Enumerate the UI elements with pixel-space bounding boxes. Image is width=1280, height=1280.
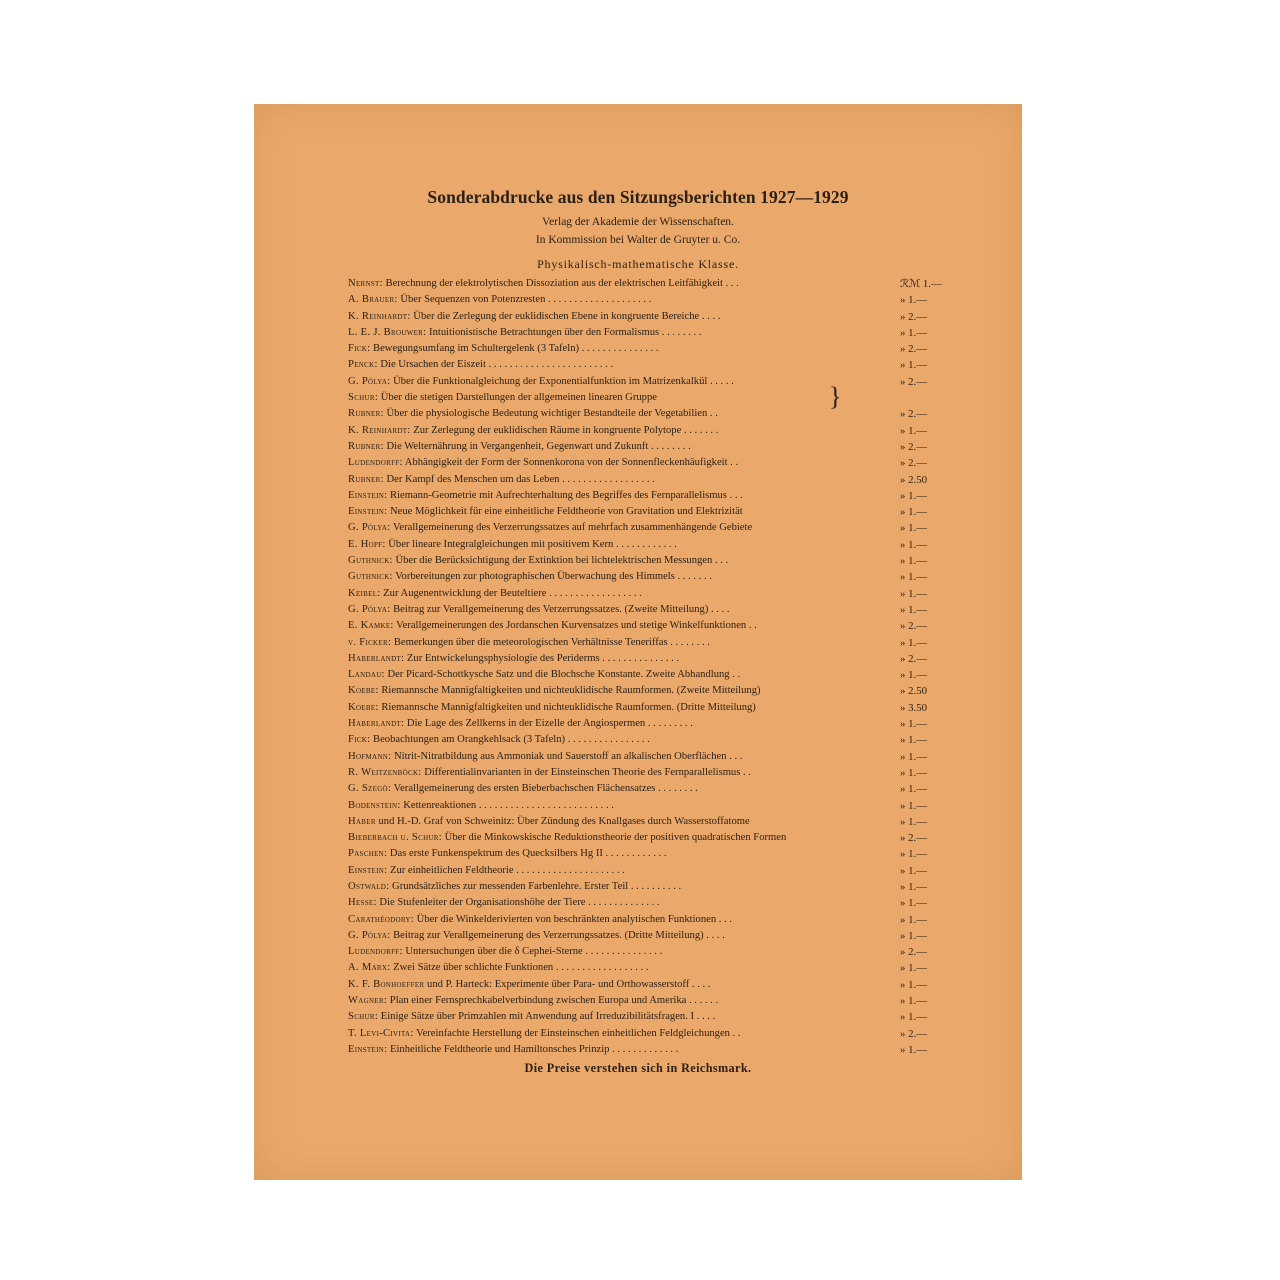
- entry-title: Die Stufenleiter der Organisationshöhe der Tiere . . . . . . . . . . . . . .: [376, 897, 660, 909]
- entry-author: Bodenstein:: [348, 799, 401, 811]
- entry-text: [348, 309, 720, 325]
- entry-title: Über die Winkelderivierten von beschränkten analytischen Funktionen . . .: [414, 913, 733, 925]
- entry-text: [348, 700, 756, 716]
- list-item: [348, 406, 958, 422]
- list-item: [348, 390, 958, 406]
- entry-price: » 2.50: [900, 473, 927, 486]
- entry-author: Landau:: [348, 669, 385, 681]
- entry-title: und P. Harteck: Experimente über Para- und Orthowasserstoff . . . .: [424, 978, 711, 990]
- entry-text: [348, 749, 742, 765]
- entry-title: Berechnung der elektrolytischen Dissoziation aus der elektrischen Leitfähigkeit . . .: [382, 278, 739, 289]
- entry-price: » 1.—: [900, 538, 927, 551]
- entry-author: G. Pólya:: [348, 603, 391, 615]
- list-item: [348, 553, 958, 569]
- entry-text: [348, 618, 757, 634]
- entry-title: Grundsätzliches zur messenden Farbenlehre. Erster Teil . . . . . . . . . .: [389, 880, 682, 892]
- entry-text: [348, 830, 786, 846]
- entry-text: [348, 863, 625, 879]
- entry-text: [348, 635, 710, 651]
- entry-price: » 1.—: [900, 571, 927, 584]
- entry-price: » 2.—: [900, 375, 927, 388]
- list-item: [348, 700, 958, 716]
- entry-price: » 1.—: [900, 555, 927, 568]
- list-item: [348, 357, 958, 373]
- entry-title: Der Kampf des Menschen um das Leben . . . . . . . . . . . . . . . . . .: [383, 473, 655, 485]
- list-item: [348, 618, 958, 634]
- entry-title: Verallgemeinerung des Verzerrungssatzes auf mehrfach zusammenhängende Gebiete: [390, 522, 753, 534]
- entry-title: Die Ursachen der Eiszeit . . . . . . . . . . . . . . . . . . . . . . . .: [377, 359, 614, 371]
- entry-text: [348, 374, 734, 390]
- list-item: [348, 928, 958, 944]
- entry-title: Riemannsche Mannigfaltigkeiten und nichteuklidische Raumformen. (Zweite Mitteilung): [378, 685, 761, 697]
- entry-title: Über die physiologische Bedeutung wichtiger Bestandteile der Vegetabilien . .: [383, 408, 718, 420]
- entry-author: Haberlandt:: [348, 652, 405, 664]
- list-item: [348, 732, 958, 748]
- entry-price: » 1.—: [900, 294, 927, 307]
- entry-title: Differentialinvarianten in der Einsteinschen Theorie des Fernparallelismus . .: [421, 766, 751, 778]
- entry-text: [348, 814, 750, 830]
- entry-title: Zwei Sätze über schlichte Funktionen . . . . . . . . . . . . . . . . . .: [390, 962, 649, 974]
- entry-author: K. Reinhardt:: [348, 424, 411, 436]
- entry-author: A. Brauer:: [348, 294, 398, 306]
- list-item: [348, 439, 958, 455]
- section-heading: Physikalisch-mathematische Klasse.: [537, 257, 739, 271]
- entry-title: Bewegungsumfang im Schultergelenk (3 Tafeln) . . . . . . . . . . . . . . .: [370, 343, 659, 355]
- entry-author: Schur:: [348, 1011, 379, 1023]
- entry-author: Einstein:: [348, 506, 388, 518]
- entry-price: » 2.—: [900, 620, 927, 633]
- entry-price: » 1.—: [900, 766, 927, 779]
- entry-price: » 2.—: [900, 343, 927, 356]
- list-item: [348, 520, 958, 536]
- entry-title: Kettenreaktionen . . . . . . . . . . . . . . . . . . . . . . . . . .: [400, 799, 614, 811]
- list-item: [348, 830, 958, 846]
- entry-author: G. Szegö:: [348, 783, 392, 795]
- entry-price: » 2.—: [900, 832, 927, 845]
- entry-title: Zur Zerlegung der euklidischen Räume in kongruente Polytope . . . . . . .: [410, 424, 719, 436]
- list-item: [348, 846, 958, 862]
- entry-price: » 1.—: [900, 864, 927, 877]
- entry-price: » 1.—: [900, 522, 927, 535]
- entry-title: und H.-D. Graf von Schweinitz: Über Zündung des Knallgases durch Wasserstoffatome: [375, 815, 750, 827]
- entry-title: Die Welternährung in Vergangenheit, Gegenwart und Zukunft . . . . . . . .: [383, 440, 691, 452]
- entry-price: » 1.—: [900, 913, 927, 926]
- list-item: [348, 651, 958, 667]
- entry-price: » 1.—: [900, 718, 927, 731]
- entry-text: [348, 651, 679, 667]
- entry-price: » 1.—: [900, 506, 927, 519]
- entry-price: » 1.—: [900, 815, 927, 828]
- entry-text: [348, 569, 712, 585]
- entry-price: » 2.—: [900, 946, 927, 959]
- entry-text: [348, 683, 761, 699]
- entry-text: [348, 895, 660, 911]
- entry-price: ℛℳ 1.—: [900, 278, 942, 290]
- entry-title: Bemerkungen über die meteorologischen Verhältnisse Teneriffas . . . . . . . .: [391, 636, 710, 648]
- entry-text: [348, 406, 718, 422]
- entry-text: [348, 537, 677, 553]
- list-item: [348, 798, 958, 814]
- entry-text: [348, 781, 698, 797]
- entry-price: » 1.—: [900, 978, 927, 991]
- entry-author: Einstein:: [348, 1043, 388, 1055]
- entry-author: R. Weitzenböck:: [348, 766, 422, 778]
- list-item: [348, 569, 958, 585]
- entry-text: [348, 732, 650, 748]
- entry-price: » 1.—: [900, 897, 927, 910]
- list-item: [348, 1009, 958, 1025]
- entry-price: » 2.—: [900, 440, 927, 453]
- list-item: [348, 504, 958, 520]
- entry-price: » 1.—: [900, 929, 927, 942]
- entry-author: G. Pólya:: [348, 522, 391, 534]
- entry-text: [348, 944, 662, 960]
- entry-author: E. Hopf:: [348, 538, 386, 550]
- entry-title: Abhängigkeit der Form der Sonnenkorona von der Sonnenfleckenhäufigkeit . .: [402, 457, 739, 469]
- entry-price: » 1.—: [900, 750, 927, 763]
- list-item: [348, 586, 958, 602]
- entry-author: G. Pólya:: [348, 929, 391, 941]
- entry-author: Rubner:: [348, 440, 384, 452]
- entry-text: [348, 504, 743, 520]
- entry-author: Haber: [348, 815, 376, 827]
- entry-price: » 1.—: [900, 326, 927, 339]
- entry-price: » 1.—: [900, 783, 927, 796]
- entry-text: [348, 439, 691, 455]
- list-item: [348, 667, 958, 683]
- entry-author: Schur:: [348, 392, 379, 404]
- list-item: [348, 895, 958, 911]
- publisher-line: Verlag der Akademie der Wissenschaften.: [542, 216, 734, 228]
- entry-title: Zur einheitlichen Feldtheorie . . . . . . . . . . . . . . . . . . . . .: [387, 864, 625, 876]
- entry-title: Intuitionistische Betrachtungen über den Formalismus . . . . . . . .: [426, 326, 702, 338]
- entry-price: » 1.—: [900, 799, 927, 812]
- entry-text: [348, 488, 743, 504]
- list-item: [348, 716, 958, 732]
- entry-price: » 1.—: [900, 962, 927, 975]
- entry-author: Koebe:: [348, 685, 379, 697]
- entry-title: Verallgemeinerung des ersten Bieberbachschen Flächensatzes . . . . . . . .: [391, 783, 698, 795]
- entry-author: E. Kamke:: [348, 620, 394, 632]
- entry-title: Verallgemeinerungen des Jordanschen Kurvensatzes und stetige Winkelfunktionen . .: [393, 620, 757, 632]
- document-title: Sonderabdrucke aus den Sitzungsberichten 1927—1929: [427, 187, 849, 207]
- entry-author: G. Pólya:: [348, 375, 391, 387]
- entry-text: [348, 553, 728, 569]
- document-page: [254, 104, 1022, 1180]
- list-item: [348, 537, 958, 553]
- entry-price: » 1.—: [900, 880, 927, 893]
- entry-author: A. Marx:: [348, 962, 391, 974]
- entry-title: Über die Zerlegung der euklidischen Ebene in kongruente Bereiche . . . .: [410, 310, 721, 322]
- entry-text: [348, 325, 702, 341]
- entry-author: Fick:: [348, 343, 371, 355]
- list-item: [348, 455, 958, 471]
- list-item: [348, 1026, 958, 1042]
- list-item: [348, 912, 958, 928]
- entry-price: » 2.50: [900, 685, 927, 698]
- entry-title: Nitrit-Nitratbildung aus Ammoniak und Sauerstoff an alkalischen Oberflächen . . .: [391, 750, 743, 762]
- entry-price: » 1.—: [900, 636, 927, 649]
- entry-title: Plan einer Fernsprechkabelverbindung zwischen Europa und Amerika . . . . . .: [387, 995, 719, 1007]
- entry-title: Untersuchungen über die δ Cephei-Sterne . . . . . . . . . . . . . . .: [402, 946, 663, 958]
- entry-price: » 1.—: [900, 424, 927, 437]
- entry-author: Ostwald:: [348, 880, 390, 892]
- entry-text: [348, 1009, 715, 1025]
- entry-price: » 1.—: [900, 848, 927, 861]
- entry-text: [348, 276, 739, 292]
- list-item: [348, 683, 958, 699]
- entry-author: K. F. Bonhoeffer: [348, 978, 425, 990]
- entry-author: Nernst:: [348, 278, 383, 289]
- entry-author: Keibel:: [348, 587, 381, 599]
- entry-text: [348, 765, 751, 781]
- entry-title: Über die Funktionalgleichung der Exponentialfunktion im Matrizenkalkül . . . . .: [390, 375, 734, 387]
- entry-title: Vereinfachte Herstellung der Einsteinschen einheitlichen Feldgleichungen . .: [413, 1027, 741, 1039]
- entry-author: Carathéodory:: [348, 913, 415, 925]
- entry-title: Über die Minkowskische Reduktionstheorie der positiven quadratischen Formen: [442, 832, 787, 844]
- list-item: [348, 341, 958, 357]
- entry-title: Einheitliche Feldtheorie und Hamiltonsches Prinzip . . . . . . . . . . . . .: [387, 1043, 679, 1055]
- entry-author: Hofmann:: [348, 750, 392, 762]
- entry-title: Zur Entwickelungsphysiologie des Periderms . . . . . . . . . . . . . . .: [404, 652, 680, 664]
- entry-text: [348, 1026, 741, 1042]
- entry-text: [348, 472, 655, 488]
- list-item: [348, 765, 958, 781]
- entry-text: [348, 798, 614, 814]
- entry-author: Bieberbach u. Schur:: [348, 832, 443, 844]
- list-item: [348, 944, 958, 960]
- list-item: [348, 309, 958, 325]
- entry-author: Ludendorff:: [348, 457, 403, 469]
- list-item: [348, 781, 958, 797]
- entry-price: » 1.—: [900, 1043, 927, 1056]
- entry-price: » 2.—: [900, 310, 927, 323]
- list-item: [348, 977, 958, 993]
- entry-title: Beitrag zur Verallgemeinerung des Verzerrungssatzes. (Dritte Mitteilung) . . . .: [390, 929, 725, 941]
- publication-list: [348, 276, 958, 1058]
- entry-price: » 1.—: [900, 359, 927, 372]
- entry-author: Einstein:: [348, 489, 388, 501]
- entry-author: Wagner:: [348, 995, 388, 1007]
- entry-text: [348, 357, 613, 373]
- entry-text: [348, 455, 738, 471]
- list-item: [348, 292, 958, 308]
- list-item: [348, 602, 958, 618]
- entry-author: Penck:: [348, 359, 378, 371]
- entry-text: [348, 716, 693, 732]
- entry-text: [348, 928, 725, 944]
- list-item: [348, 472, 958, 488]
- entry-price: » 1.—: [900, 603, 927, 616]
- entry-text: [348, 423, 718, 439]
- entry-author: Einstein:: [348, 864, 388, 876]
- list-item: [348, 1042, 958, 1058]
- entry-author: L. E. J. Brouwer:: [348, 326, 427, 338]
- entry-author: Paschen:: [348, 848, 388, 860]
- list-item: [348, 879, 958, 895]
- grouping-brace: }: [829, 382, 842, 411]
- list-item: [348, 635, 958, 651]
- entry-text: [348, 960, 649, 976]
- entry-author: K. Reinhardt:: [348, 310, 411, 322]
- entry-title: Über Sequenzen von Potenzresten . . . . . . . . . . . . . . . . . . . .: [397, 294, 652, 306]
- entry-author: Ludendorff:: [348, 946, 403, 958]
- entry-title: Beitrag zur Verallgemeinerung des Verzerrungssatzes. (Zweite Mitteilung) . . . .: [390, 603, 730, 615]
- list-item: [348, 814, 958, 830]
- entry-author: T. Levi-Civita:: [348, 1027, 414, 1039]
- entry-price: » 1.—: [900, 669, 927, 682]
- entry-title: Über die Berücksichtigung der Extinktion bei lichtelektrischen Messungen . . .: [392, 555, 729, 567]
- entry-price: » 2.—: [900, 408, 927, 421]
- list-item: [348, 423, 958, 439]
- entry-text: [348, 390, 657, 406]
- entry-author: Hesse:: [348, 897, 377, 909]
- entry-price: » 2.—: [900, 457, 927, 470]
- list-item: [348, 276, 958, 292]
- entry-author: Koebe:: [348, 701, 379, 713]
- entry-price: » 1.—: [900, 995, 927, 1008]
- list-item: [348, 993, 958, 1009]
- entry-title: Zur Augenentwicklung der Beuteltiere . . . . . . . . . . . . . . . . . .: [380, 587, 642, 599]
- entry-price: » 3.50: [900, 701, 927, 714]
- list-item: [348, 374, 958, 390]
- entry-title: Beobachtungen am Orangkehlsack (3 Tafeln) . . . . . . . . . . . . . . . .: [370, 734, 650, 746]
- entry-text: [348, 520, 752, 536]
- entry-price: » 1.—: [900, 489, 927, 502]
- entry-text: [348, 993, 718, 1009]
- price-note: Die Preise verstehen sich in Reichsmark.: [524, 1061, 752, 1075]
- entry-title: Das erste Funkenspektrum des Quecksilbers Hg II . . . . . . . . . . . .: [387, 848, 667, 860]
- entry-title: Der Picard-Schottkysche Satz und die Blochsche Konstante. Zweite Abhandlung . .: [384, 669, 741, 681]
- entry-price: » 1.—: [900, 1011, 927, 1024]
- entry-text: [348, 341, 658, 357]
- entry-author: Rubner:: [348, 408, 384, 420]
- entry-author: Haberlandt:: [348, 718, 405, 730]
- entry-author: Fick:: [348, 734, 371, 746]
- entry-text: [348, 667, 740, 683]
- list-item: [348, 325, 958, 341]
- entry-text: [348, 602, 730, 618]
- list-item: [348, 749, 958, 765]
- entry-text: [348, 586, 642, 602]
- entry-price: » 2.—: [900, 652, 927, 665]
- entry-author: Guthnick:: [348, 571, 393, 583]
- list-item: [348, 960, 958, 976]
- entry-author: Guthnick:: [348, 555, 393, 567]
- entry-text: [348, 292, 651, 308]
- entry-title: Einige Sätze über Primzahlen mit Anwendung auf Irreduzibilitätsfragen. I . . . .: [378, 1011, 716, 1023]
- entry-text: [348, 846, 666, 862]
- entry-text: [348, 1042, 678, 1058]
- entry-text: [348, 912, 732, 928]
- list-item: [348, 488, 958, 504]
- entry-text: [348, 977, 710, 993]
- entry-title: Die Lage des Zellkerns in der Eizelle der Angiospermen . . . . . . . . .: [404, 718, 693, 730]
- entry-price: » 1.—: [900, 587, 927, 600]
- commission-line: In Kommission bei Walter de Gruyter u. Co.: [535, 234, 741, 246]
- entry-price: » 1.—: [900, 734, 927, 747]
- entry-title: Über die stetigen Darstellungen der allgemeinen linearen Gruppe: [378, 392, 657, 404]
- entry-author: v. Ficker:: [348, 636, 392, 648]
- entry-author: Rubner:: [348, 473, 384, 485]
- list-item: [348, 863, 958, 879]
- entry-title: Riemannsche Mannigfaltigkeiten und nichteuklidische Raumformen. (Dritte Mitteilung): [378, 701, 756, 713]
- entry-title: Riemann-Geometrie mit Aufrechterhaltung des Begriffes des Fernparallelismus . . .: [387, 489, 743, 501]
- entry-price: » 2.—: [900, 1027, 927, 1040]
- entry-text: [348, 879, 681, 895]
- entry-title: Vorbereitungen zur photographischen Überwachung des Himmels . . . . . . .: [392, 571, 712, 583]
- entry-title: Über lineare Integralgleichungen mit positivem Kern . . . . . . . . . . . .: [385, 538, 677, 550]
- entry-title: Neue Möglichkeit für eine einheitliche Feldtheorie von Gravitation und Elektrizität: [387, 506, 743, 518]
